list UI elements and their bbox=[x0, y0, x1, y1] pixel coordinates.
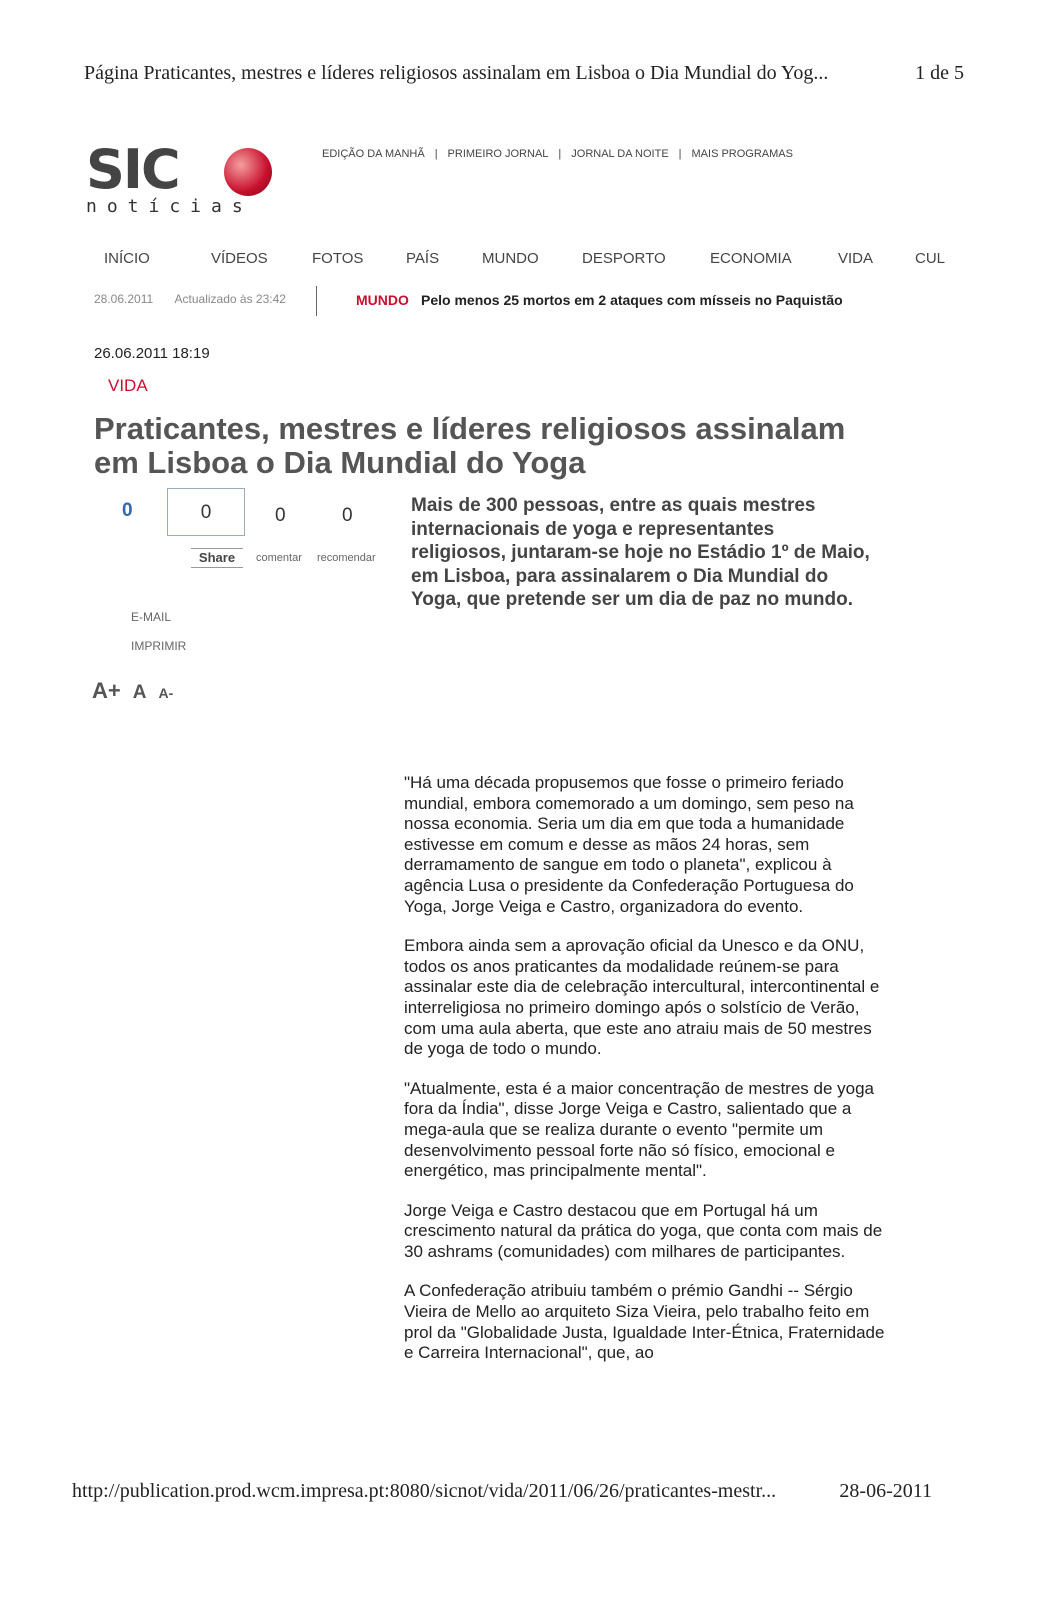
nav-item-vida[interactable]: VIDA bbox=[838, 250, 874, 267]
font-increase-button[interactable]: A+ bbox=[92, 678, 121, 703]
logo-subtitle: notícias bbox=[86, 196, 253, 217]
program-nav: EDIÇÃO DA MANHÃ | PRIMEIRO JORNAL | JORNAL DA NOITE | MAIS PROGRAMAS bbox=[322, 148, 793, 160]
print-footer-date: 28-06-2011 bbox=[839, 1480, 932, 1502]
article-lead: Mais de 300 pessoas, entre as quais mestres internacionais de yoga e representantes religiosos, juntaram-se hoje no Estádio 1º de Maio, em Lisboa, para assinalarem o Dia Mundial do Yoga, que pretende ser um dia de paz no mundo. bbox=[411, 495, 870, 610]
email-link[interactable]: E-MAIL bbox=[131, 610, 172, 624]
ticker-updated: Actualizado às 23:42 bbox=[174, 292, 286, 306]
nav-item-pais[interactable]: PAÍS bbox=[406, 250, 440, 267]
print-page-number: 1 de 5 bbox=[915, 62, 964, 84]
article-paragraph: Embora ainda sem a aprovação oficial da Unesco e da ONU, todos os anos praticantes da modalidade reúnem-se para assinalar este dia de celebração intercultural, intercontinental e interreligiosa no primeiro domingo após o solstício de Verão, com uma aula aberta, que este ano atraiu mais de 50 mestres de yoga de todo o mundo. bbox=[404, 936, 880, 1059]
program-link-primeiro-jornal[interactable]: PRIMEIRO JORNAL bbox=[447, 148, 549, 160]
article-paragraph: Jorge Veiga e Castro destacou que em Portugal há um crescimento natural da prática do yoga, que conta com mais de 30 ashrams (comunidades) com milhares de participantes. bbox=[404, 1200, 883, 1261]
recommend-link[interactable]: recomendar bbox=[317, 552, 376, 564]
sic-noticias-logo[interactable] bbox=[86, 140, 296, 220]
news-ticker bbox=[94, 292, 954, 316]
article-section[interactable]: VIDA bbox=[108, 376, 148, 395]
nav-item-inicio[interactable]: INÍCIO bbox=[104, 250, 150, 267]
share-button[interactable]: Share bbox=[191, 548, 243, 568]
program-link-jornal-noite[interactable]: JORNAL DA NOITE bbox=[571, 148, 669, 160]
globe-icon bbox=[224, 148, 272, 196]
print-link[interactable]: IMPRIMIR bbox=[131, 639, 187, 653]
article-paragraph: "Atualmente, esta é a maior concentração de mestres de yoga fora da Índia", disse Jorge Veiga e Castro, salientado que a mega-aula que se realiza durante o evento "permite um desenvolvimento pessoal forte não só físico, emocional e energético, mas principalmente mental". bbox=[404, 1078, 875, 1181]
article-paragraph: "Há uma década propusemos que fosse o primeiro feriado mundial, embora comemorado a um domingo, sem peso na nossa economia. Seria um dia em que toda a humanidade estivesse em comum e desse as mãos 24 horas, sem derramamento de sangue em todo o planeta", explicou à agência Lusa o presidente da Confederação Portuguesa do Yoga, Jorge Veiga e Castro, organizadora do evento. bbox=[404, 773, 854, 916]
article-dateline: 26.06.2011 18:19 bbox=[94, 345, 210, 362]
nav-item-cultura[interactable]: CUL bbox=[915, 250, 946, 267]
article-title: Praticantes, mestres e líderes religiosos assinalam em Lisboa o Dia Mundial do Yoga bbox=[94, 411, 846, 480]
ticker-section[interactable]: MUNDO bbox=[356, 292, 409, 308]
ticker-headline[interactable]: Pelo menos 25 mortos em 2 ataques com mísseis no Paquistão bbox=[421, 292, 843, 308]
nav-item-videos[interactable]: VÍDEOS bbox=[211, 250, 268, 267]
print-footer-url: http://publication.prod.wcm.impresa.pt:8080/sicnot/vida/2011/06/26/praticantes-mestr... bbox=[72, 1480, 777, 1502]
ticker-date: 28.06.2011 bbox=[94, 292, 154, 306]
program-link-mais-programas[interactable]: MAIS PROGRAMAS bbox=[691, 148, 793, 160]
print-header-title: Página Praticantes, mestres e líderes religiosos assinalam em Lisboa o Dia Mundial do Yog... bbox=[84, 62, 829, 84]
nav-item-desporto[interactable]: DESPORTO bbox=[582, 250, 666, 267]
article-body bbox=[404, 773, 894, 1383]
facebook-count: 0 bbox=[122, 500, 133, 521]
article-paragraph: A Confederação atribuiu também o prémio Gandhi -- Sérgio Vieira de Mello ao arquiteto Siza Vieira, pelo trabalho feito em prol da "Globalidade Justa, Igualdade Inter-Étnica, Fraternidade e Carreira Internacional", que, ao bbox=[404, 1281, 885, 1363]
nav-item-economia[interactable]: ECONOMIA bbox=[710, 250, 792, 267]
font-decrease-button[interactable]: A- bbox=[158, 685, 174, 701]
print-footer bbox=[72, 1480, 932, 1503]
comment-link[interactable]: comentar bbox=[256, 552, 302, 564]
nav-item-fotos[interactable]: FOTOS bbox=[312, 250, 364, 267]
print-header bbox=[84, 62, 964, 85]
ticker-divider bbox=[316, 286, 317, 316]
nav-item-mundo[interactable]: MUNDO bbox=[482, 250, 539, 267]
share-count-box: 0 bbox=[167, 488, 245, 536]
recommend-count: 0 bbox=[342, 505, 353, 526]
font-size-controls bbox=[92, 678, 185, 704]
logo-brand: SIC bbox=[86, 138, 179, 201]
comment-count: 0 bbox=[275, 505, 286, 526]
program-link-edicao-manha[interactable]: EDIÇÃO DA MANHÃ bbox=[322, 148, 425, 160]
font-normal-button[interactable]: A bbox=[132, 682, 147, 703]
